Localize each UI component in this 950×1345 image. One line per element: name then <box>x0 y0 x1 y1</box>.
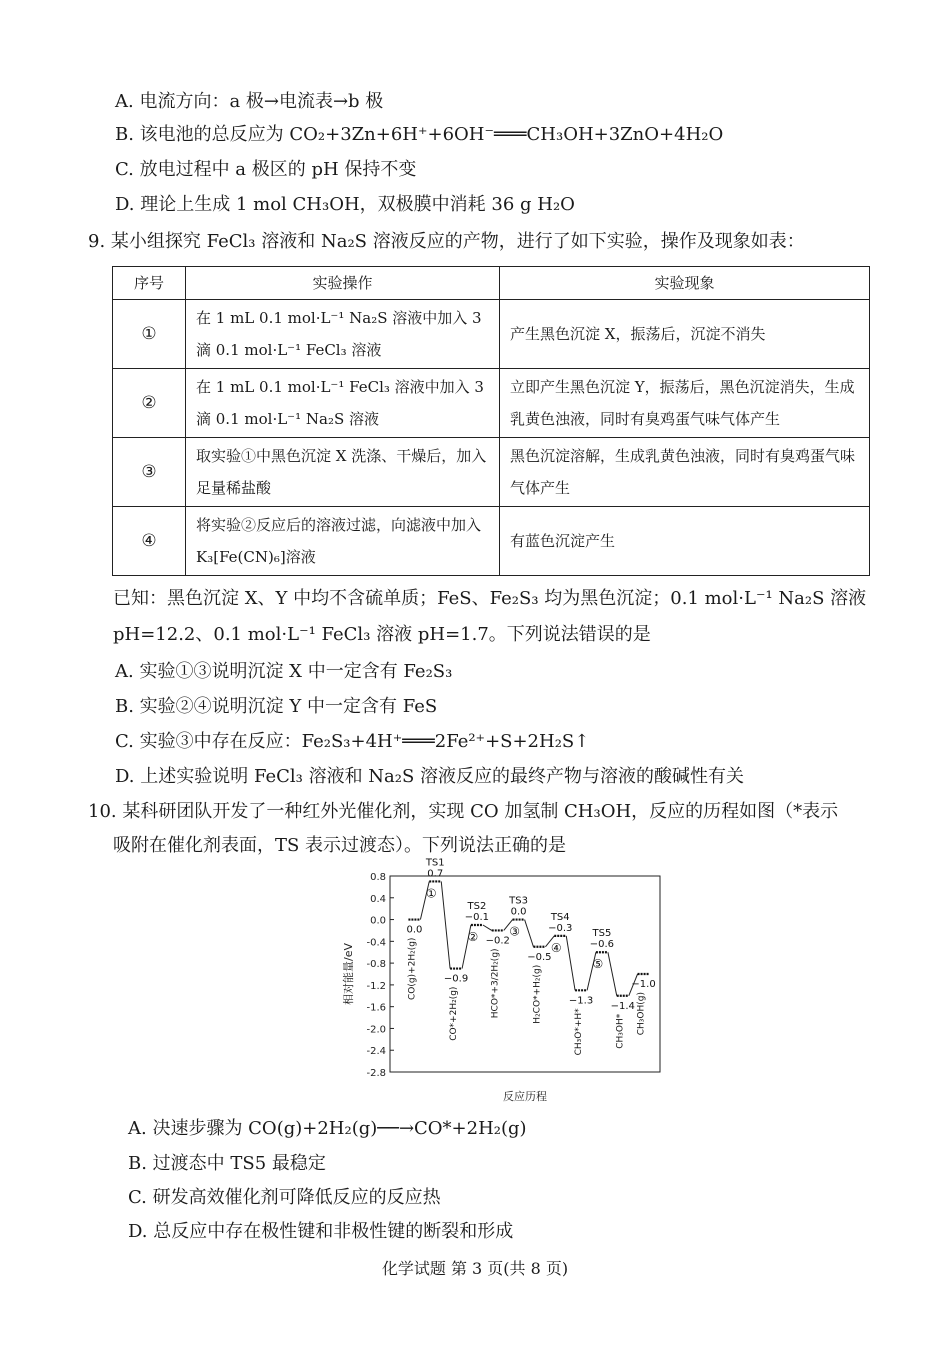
row-phenomenon: 产生黑色沉淀 X，振荡后，沉淀不消失 <box>500 300 870 369</box>
energy-value-label: −1.4 <box>610 1000 635 1012</box>
page-footer: 化学试题 第 3 页(共 8 页) <box>381 1259 569 1278</box>
row-num: ④ <box>113 507 186 576</box>
ts-label: TS1 <box>425 857 445 869</box>
q10-stem-line1: 10. 某科研团队开发了一种红外光催化剂，实现 CO 加氢制 CH₃OH，反应的历程如图（*表示 <box>88 801 839 822</box>
energy-value-label: −1.0 <box>631 979 656 990</box>
y-tick-label: 0.8 <box>370 872 386 883</box>
q9-known-line1: 已知：黑色沉淀 X、Y 中均不含硫单质；FeS、Fe₂S₃ 均为黑色沉淀；0.1 mol·L⁻¹ Na₂S 溶液 <box>113 588 867 609</box>
path-connector <box>525 920 534 947</box>
q10-option-d: D. 总反应中存在极性键和非极性键的断裂和形成 <box>128 1221 514 1242</box>
ts-label: TS4 <box>550 911 570 923</box>
row-num: ① <box>113 300 186 369</box>
y-tick-label: -2.0 <box>366 1024 386 1036</box>
y-tick-label: -2.8 <box>366 1068 386 1079</box>
energy-value-label: 0.0 <box>406 924 423 936</box>
q8-option-b: B. 该电池的总反应为 CO₂+3Zn+6H⁺+6OH⁻═══CH₃OH+3ZnO+4H₂O <box>115 124 724 145</box>
path-connector <box>566 936 575 990</box>
row-num: ② <box>113 369 186 438</box>
table-row <box>113 300 870 369</box>
energy-value-label: 0.0 <box>510 906 527 918</box>
y-tick-label: 0.0 <box>370 915 386 927</box>
q10-option-a: A. 决速步骤为 CO(g)+2H₂(g)──→CO*+2H₂(g) <box>128 1118 527 1139</box>
row-phenomenon: 有蓝色沉淀产生 <box>500 507 870 576</box>
q8-option-a: A. 电流方向：a 极→电流表→b 极 <box>115 91 384 112</box>
species-label: CO*+2H₂(g) <box>449 986 460 1041</box>
path-connector <box>608 952 617 996</box>
energy-value-label: −0.1 <box>464 912 490 923</box>
energy-value-label: −0.6 <box>589 939 615 951</box>
q9-known-line2: pH=12.2、0.1 mol·L⁻¹ FeCl₃ 溶液 pH=1.7。下列说法错误的是 <box>113 624 651 645</box>
row-phenomenon: 立即产生黑色沉淀 Y，振荡后，黑色沉淀消失，生成乳黄色浊液，同时有臭鸡蛋气味气体产生 <box>500 369 870 438</box>
step-number-label: ③ <box>509 924 520 939</box>
step-number-label: ① <box>425 886 437 901</box>
species-label: CH₃OH* <box>615 1013 626 1049</box>
header-phenomenon: 实验现象 <box>500 267 870 300</box>
table-row <box>113 507 870 576</box>
path-connector <box>441 881 450 968</box>
table-row <box>113 438 870 507</box>
q9-option-d: D. 上述实验说明 FeCl₃ 溶液和 Na₂S 溶液反应的最终产物与溶液的酸碱性有关 <box>115 766 745 787</box>
y-tick-label: 0.4 <box>370 893 386 905</box>
energy-profile-chart <box>330 857 670 1108</box>
table-row <box>113 369 870 438</box>
row-operation: 将实验②反应后的溶液过滤，向滤液中加入 K₃[Fe(CN)₆]溶液 <box>186 507 500 576</box>
y-tick-label: -0.8 <box>366 959 386 971</box>
header-num: 序号 <box>113 267 186 300</box>
energy-value-label: −0.2 <box>485 935 510 947</box>
q9-option-a: A. 实验①③说明沉淀 X 中一定含有 Fe₂S₃ <box>115 661 453 682</box>
path-connector <box>483 925 492 930</box>
energy-value-label: −0.5 <box>527 951 552 963</box>
step-number-label: ⑤ <box>592 957 604 972</box>
ts-label: TS3 <box>509 895 528 907</box>
x-axis-label: 反应历程 <box>503 1090 547 1103</box>
species-label: HCO*+3/2H₂(g) <box>490 948 501 1019</box>
q10-option-b: B. 过渡态中 TS5 最稳定 <box>128 1153 326 1174</box>
row-operation: 取实验①中黑色沉淀 X 洗涤、干燥后，加入足量稀盐酸 <box>186 438 500 507</box>
energy-value-label: −0.3 <box>548 922 573 934</box>
y-axis-label: 相对能量/eV <box>342 943 355 1005</box>
y-tick-label: -1.6 <box>366 1002 386 1014</box>
q8-option-c: C. 放电过程中 a 极区的 pH 保持不变 <box>115 159 417 180</box>
ts-label: TS2 <box>467 901 487 912</box>
step-number-label: ④ <box>550 940 562 955</box>
row-operation: 在 1 mL 0.1 mol·L⁻¹ FeCl₃ 溶液中加入 3 滴 0.1 mol·L⁻¹ Na₂S 溶液 <box>186 369 500 438</box>
table-header-row <box>113 267 870 300</box>
step-number-label: ② <box>467 930 479 944</box>
species-label: CH₃OH(g) <box>636 992 647 1036</box>
q9-option-c: C. 实验③中存在反应：Fe₂S₃+4H⁺═══2Fe²⁺+S+2H₂S↑ <box>115 731 590 752</box>
species-label: CH₃O*+H* <box>574 1008 585 1056</box>
q10-stem-line2: 吸附在催化剂表面，TS 表示过渡态）。下列说法正确的是 <box>113 835 567 856</box>
q9-stem: 9. 某小组探究 FeCl₃ 溶液和 Na₂S 溶液反应的产物，进行了如下实验，操作及现象如表： <box>88 231 805 252</box>
q9-option-b: B. 实验②④说明沉淀 Y 中一定含有 FeS <box>115 696 438 717</box>
ts-label: TS5 <box>592 928 612 940</box>
y-tick-label: -1.2 <box>366 980 386 992</box>
experiment-table <box>112 266 870 576</box>
q8-option-d: D. 理论上生成 1 mol CH₃OH，双极膜中消耗 36 g H₂O <box>115 194 575 215</box>
energy-profile-svg <box>330 857 670 1108</box>
header-operation: 实验操作 <box>186 267 500 300</box>
row-phenomenon: 黑色沉淀溶解，生成乳黄色浊液，同时有臭鸡蛋气味气体产生 <box>500 438 870 507</box>
row-num: ③ <box>113 438 186 507</box>
y-tick-label: -2.4 <box>366 1046 386 1058</box>
species-label: CO(g)+2H₂(g) <box>407 937 418 1001</box>
species-label: H₂CO*+H₂(g) <box>532 964 543 1024</box>
energy-value-label: −0.9 <box>443 973 469 985</box>
y-tick-label: -0.4 <box>366 937 386 949</box>
q10-option-c: C. 研发高效催化剂可降低反应的反应热 <box>128 1187 441 1208</box>
energy-value-label: 0.7 <box>427 868 444 880</box>
energy-value-label: −1.3 <box>568 995 594 1007</box>
row-operation: 在 1 mL 0.1 mol·L⁻¹ Na₂S 溶液中加入 3 滴 0.1 mol·L⁻¹ FeCl₃ 溶液 <box>186 300 500 369</box>
